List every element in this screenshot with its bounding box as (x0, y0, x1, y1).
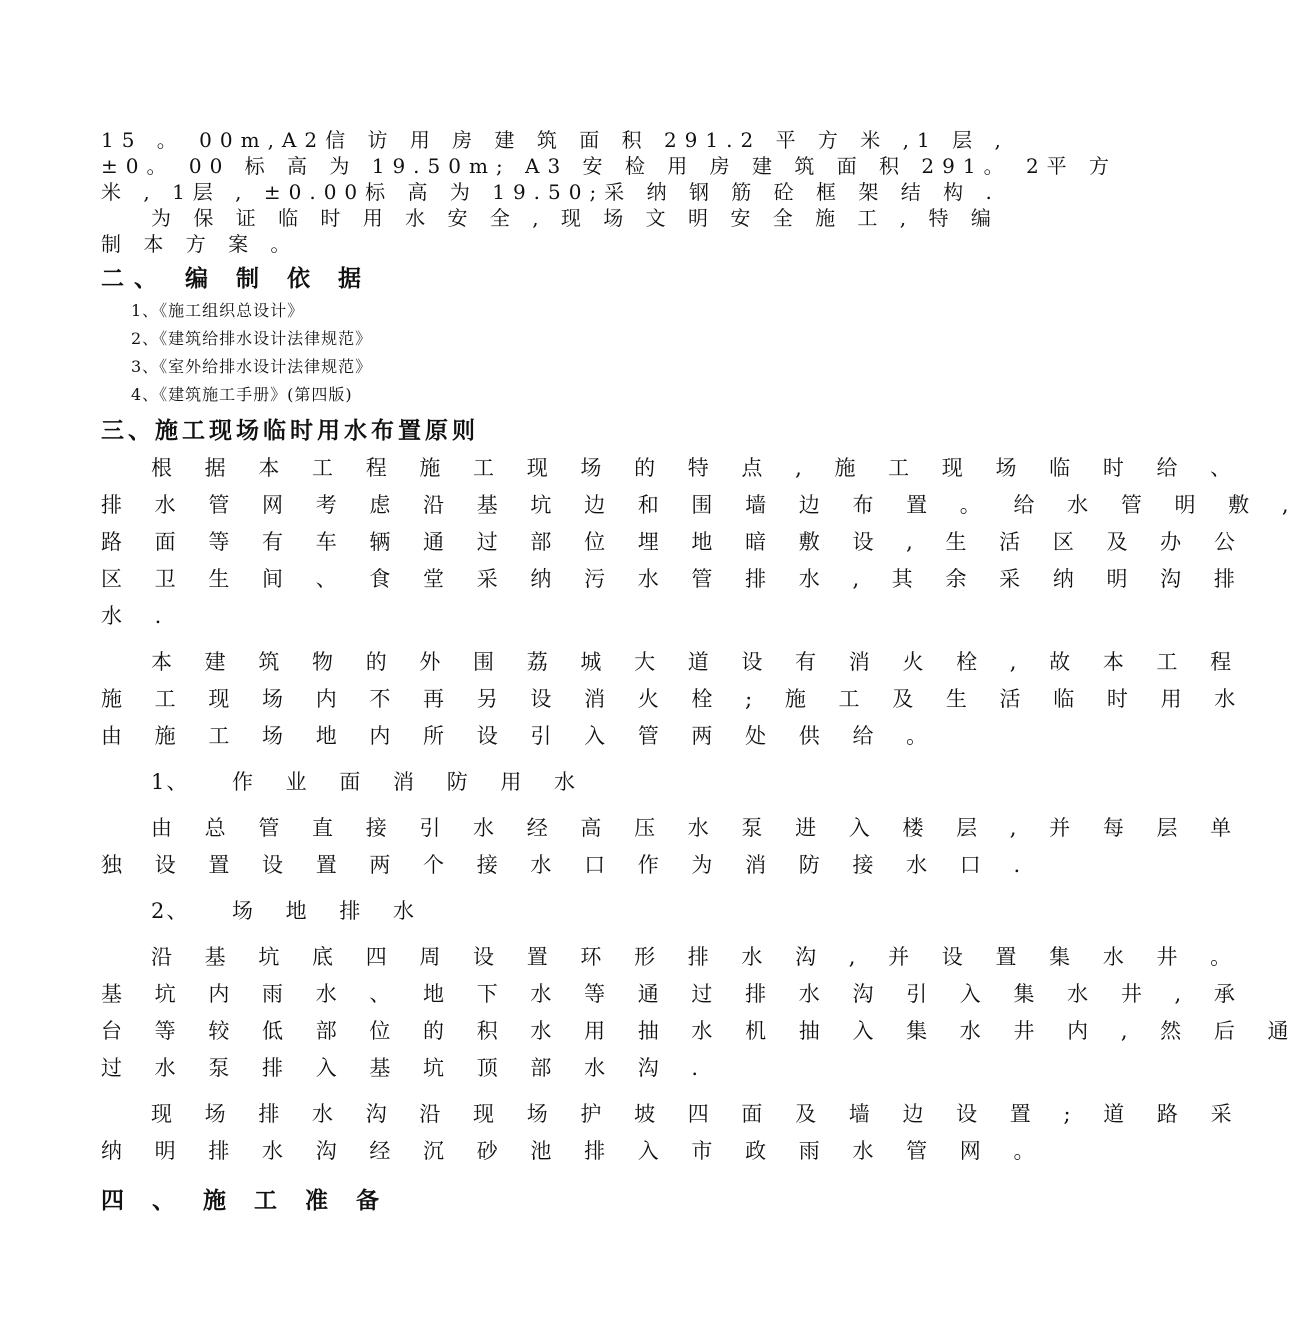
reference-item-2: 2、《建筑给排水设计法律规范》 (131, 329, 373, 348)
subsection-2-para-1-line-2: 基 坑 内 雨 水 、 地 下 水 等 通 过 排 水 沟 引 入 集 水 井 , 承 (101, 982, 1248, 1006)
subsection-1-title: 作 业 面 消 防 用 水 (232, 770, 589, 794)
subsection-1-line-2: 独 设 置 设 置 两 个 接 水 口 作 为 消 防 接 水 口 . (101, 853, 1034, 877)
subsection-2-para-2-line-1: 现 场 排 水 沟 沿 现 场 护 坡 四 面 及 墙 边 设 置 ; 道 路 采 (151, 1102, 1245, 1126)
intro-line-1: 15 。 00m,A2信 访 用 房 建 筑 面 积 291.2 平 方 米 ,1 层 , (101, 128, 1009, 152)
section-3-para-1-line-1: 根 据 本 工 程 施 工 现 场 的 特 点 , 施 工 现 场 临 时 给 、 (151, 456, 1245, 480)
section-2-heading: 二、 编 制 依 据 (101, 266, 372, 292)
intro-line-3: 米 , 1层 , ±0.00标 高 为 19.50;采 纳 钢 筋 砼 框 架 结 构 . (101, 180, 1000, 204)
section-3-para-1-line-4: 区 卫 生 间 、 食 堂 采 纳 污 水 管 排 水 , 其 余 采 纳 明 沟 排 (101, 567, 1248, 591)
section-3-para-1-line-2: 排 水 管 网 考 虑 沿 基 坑 边 和 围 墙 边 布 置 。 给 水 管 明 敷 , (101, 493, 1302, 517)
intro-line-4: 为 保 证 临 时 用 水 安 全 , 现 场 文 明 安 全 施 工 , 特 编 (151, 206, 999, 230)
section-3-para-1-line-3: 路 面 等 有 车 辆 通 过 部 位 埋 地 暗 敷 设 , 生 活 区 及 办 公 (101, 530, 1248, 554)
reference-item-4: 4、《建筑施工手册》(第四版) (131, 385, 353, 404)
subsection-1-number: 1、 (151, 770, 190, 794)
reference-item-1: 1、《施工组织总设计》 (131, 301, 305, 320)
subsection-2-para-2-line-2: 纳 明 排 水 沟 经 沉 砂 池 排 入 市 政 雨 水 管 网 。 (101, 1139, 1048, 1163)
subsection-2-number: 2、 (151, 899, 190, 923)
reference-item-3: 3、《室外给排水设计法律规范》 (131, 357, 373, 376)
subsection-2-para-1-line-1: 沿 基 坑 底 四 周 设 置 环 形 排 水 沟 , 并 设 置 集 水 井 。 (151, 945, 1245, 969)
section-3-heading: 三、施工现场临时用水布置原则 (101, 418, 479, 444)
section-3-para-2-line-2: 施 工 现 场 内 不 再 另 设 消 火 栓 ; 施 工 及 生 活 临 时 用 水 (101, 687, 1249, 711)
section-4-heading: 四 、 施 工 准 备 (101, 1188, 390, 1214)
section-3-para-2-line-3: 由 施 工 场 地 内 所 设 引 入 管 两 处 供 给 。 (101, 724, 941, 748)
subsection-2-para-1-line-4: 过 水 泵 排 入 基 坑 顶 部 水 沟 . (101, 1056, 712, 1080)
section-3-para-2-line-1: 本 建 筑 物 的 外 围 荔 城 大 道 设 有 消 火 栓 , 故 本 工 程 (151, 650, 1245, 674)
subsection-2-para-1-line-3: 台 等 较 低 部 位 的 积 水 用 抽 水 机 抽 入 集 水 井 内 , 然 后 通 (101, 1019, 1302, 1043)
subsection-1-line-1: 由 总 管 直 接 引 水 经 高 压 水 泵 进 入 楼 层 , 并 每 层 单 (151, 816, 1245, 840)
section-3-para-1-line-5: 水 . (101, 604, 175, 628)
intro-line-5: 制 本 方 案 。 (101, 232, 299, 256)
subsection-2-title: 场 地 排 水 (232, 899, 428, 923)
intro-line-2: ±0。 00 标 高 为 19.50m; A3 安 检 用 房 建 筑 面 积 291。 2平 方 (101, 154, 1118, 178)
